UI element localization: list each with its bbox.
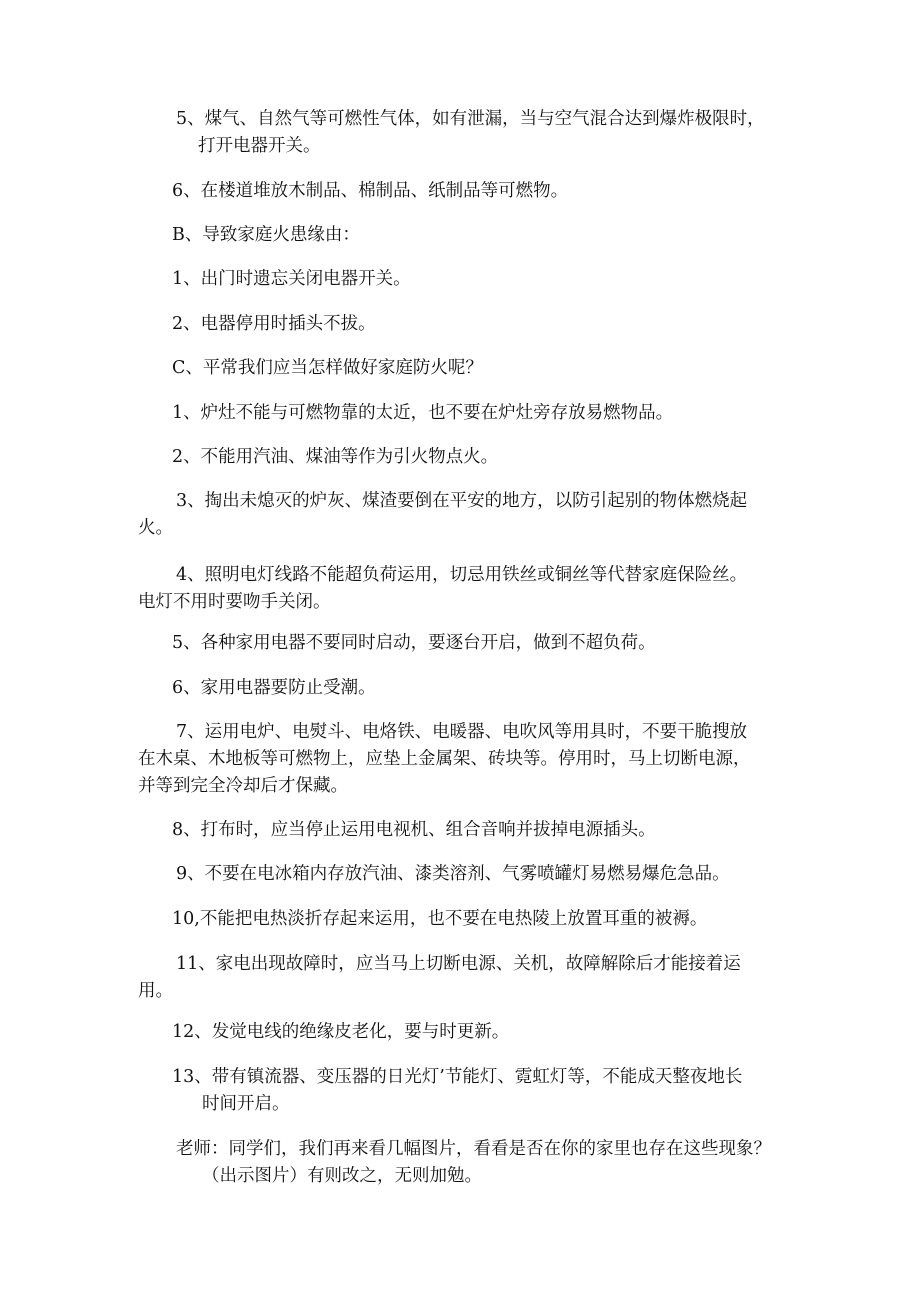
paragraph-line: 3、掏出未熄灭的炉灰、煤渣要倒在平安的地方，以防引起别的物体燃烧起 <box>176 491 748 511</box>
paragraph-item-4-wiring <box>138 562 747 616</box>
paragraph-item-9-fridge: 9、不要在电冰箱内存放汽油、漆类溶剂、气雾喷罐灯易燃易爆危急品。 <box>176 864 730 884</box>
paragraph-item-1-stove: 1、炉灶不能与可燃物靠的太近，也不要在炉灶旁存放易燃物品。 <box>172 403 674 423</box>
paragraph-item-6-moisture: 6、家用电器要防止受潮。 <box>172 678 376 698</box>
paragraph-item-5-gas <box>176 106 765 160</box>
paragraph-line: 电灯不用时要吻手关闭。 <box>138 592 331 612</box>
paragraph-item-6-corridor: 6、在楼道堆放木制品、棉制品、纸制品等可燃物。 <box>172 181 569 201</box>
paragraph-item-11-fault <box>138 951 741 1005</box>
paragraph-line: 时间开启。 <box>202 1094 290 1114</box>
paragraph-line: 5、煤气、自然气等可燃性气体，如有泄漏，当与空气混合达到爆炸极限时， <box>176 109 765 129</box>
paragraph-line: 老师：同学们，我们再来看几幅图片，看看是否在你的家里也存在这些现象？ <box>176 1139 771 1159</box>
section-heading-b: B、导致家庭火患缘由： <box>172 225 360 245</box>
paragraph-item-2-gasoline: 2、不能用汽油、煤油等作为引火物点火。 <box>172 447 499 467</box>
paragraph-line: 13、带有镇流器、变压器的日光灯’节能灯、霓虹灯等，不能成天整夜地长 <box>172 1067 743 1087</box>
paragraph-item-5-appliances: 5、各种家用电器不要同时启动，要逐台开启，做到不超负荷。 <box>172 633 656 653</box>
teacher-remark <box>176 1136 771 1190</box>
paragraph-item-10-blanket: 10,不能把电热淡折存起来运用，也不要在电热陵上放置耳重的被褥。 <box>172 909 708 929</box>
paragraph-line: （出示图片）有则改之，无则加勉。 <box>202 1166 482 1186</box>
paragraph-item-1-switch: 1、出门时遗忘关闭电器开关。 <box>172 269 411 289</box>
paragraph-item-8-thunder: 8、打布时，应当停止运用电视机、组合音响并拔掉电源插头。 <box>172 820 656 840</box>
paragraph-line: 打开电器开关。 <box>198 136 321 156</box>
paragraph-item-3-ashes <box>138 488 747 542</box>
paragraph-item-7-heaters <box>138 719 751 800</box>
paragraph-line: 并等到完全冷却后才保藏。 <box>138 776 348 796</box>
paragraph-item-2-plug: 2、电器停用时插头不拔。 <box>172 314 376 334</box>
paragraph-line: 在木桌、木地板等可燃物上，应垫上金属架、砖块等。停用时，马上切断电源， <box>138 749 751 769</box>
section-heading-c: C、平常我们应当怎样做好家庭防火呢？ <box>172 358 483 378</box>
paragraph-line: 11、家电出现故障时，应当马上切断电源、关机，故障解除后才能接着运 <box>176 954 741 974</box>
paragraph-line: 7、运用电炉、电熨斗、电烙铁、电暖器、电吹风等用具时，不要干脆搜放 <box>176 722 748 742</box>
paragraph-line: 4、照明电灯线路不能超负荷运用，切忌用铁丝或铜丝等代替家庭保险丝。 <box>176 565 748 585</box>
paragraph-item-12-insulation: 12、发觉电线的绝缘皮老化，要与时更新。 <box>172 1022 510 1042</box>
paragraph-line: 火。 <box>138 518 173 538</box>
paragraph-item-13-lamps <box>172 1064 742 1118</box>
paragraph-line: 用。 <box>138 981 173 1001</box>
